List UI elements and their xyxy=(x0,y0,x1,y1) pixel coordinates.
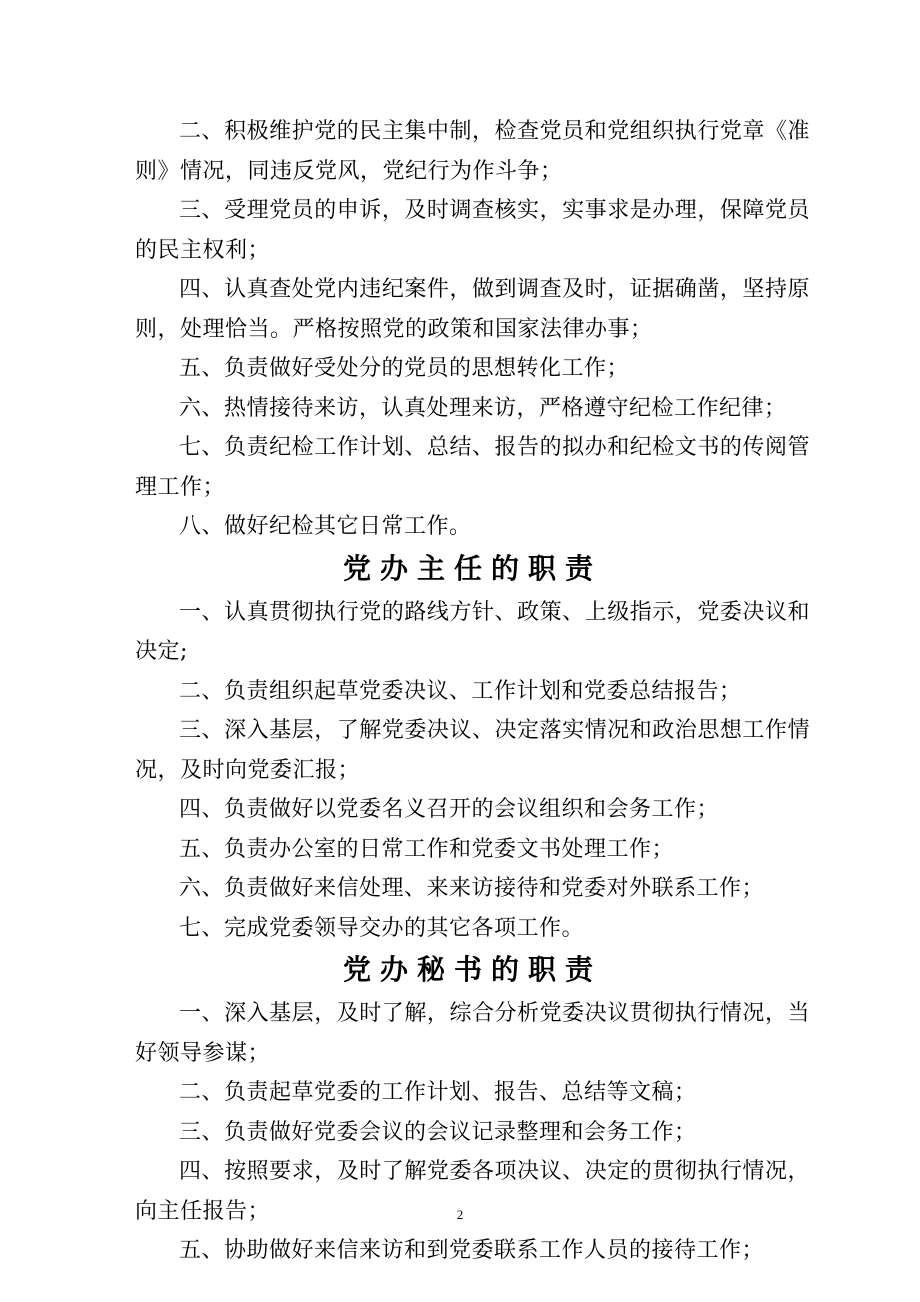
page-content xyxy=(135,112,810,1271)
section-discipline-duties xyxy=(135,112,810,547)
page-number: 2 xyxy=(456,1207,464,1222)
paragraph: 三、负责做好党委会议的会议记录整理和会务工作； xyxy=(179,1119,697,1145)
paragraph: 七、负责纪检工作计划、总结、报告的拟办和纪检文书的传阅管理工作； xyxy=(135,435,810,500)
paragraph: 二、积极维护党的民主集中制，检查党员和党组织执行党章《准则》情况，同违反党风，党纪行为作斗争； xyxy=(135,119,810,184)
paragraph: 四、按照要求，及时了解党委各项决议、决定的贯彻执行情况，向主任报告； xyxy=(135,1159,810,1224)
paragraph: 二、负责起草党委的工作计划、报告、总结等文稿； xyxy=(179,1080,697,1105)
section-title: 党办主任的职责 xyxy=(342,551,602,585)
section-office-director-duties xyxy=(135,547,810,949)
paragraph: 五、负责办公室的日常工作和党委文书处理工作； xyxy=(179,836,675,862)
paragraph: 五、协助做好来信来访和到党委联系工作人员的接待工作； xyxy=(179,1238,765,1263)
paragraph: 一、深入基层，及时了解，综合分析党委决议贯彻执行情况，当好领导参谋； xyxy=(135,1001,810,1066)
paragraph: 五、负责做好受处分的党员的思想转化工作； xyxy=(179,356,630,381)
paragraph: 二、负责组织起草党委决议、工作计划和党委总结报告； xyxy=(179,678,742,704)
paragraph: 八、做好纪检其它日常工作。 xyxy=(179,514,472,539)
section-title: 党办秘书的职责 xyxy=(342,953,602,986)
paragraph: 一、认真贯彻执行党的路线方针、政策、上级指示，党委决议和决定; xyxy=(135,599,810,664)
paragraph: 四、认真查处党内违纪案件，做到调查及时，证据确凿，坚持原则，处理恰当。严格按照党的政策和国家法律办事； xyxy=(135,277,810,342)
paragraph: 六、热情接待来访，认真处理来访，严格遵守纪检工作纪律； xyxy=(179,395,787,421)
paragraph: 三、深入基层，了解党委决议、决定落实情况和政治思想工作情况，及时向党委汇报； xyxy=(135,718,810,783)
paragraph: 三、受理党员的申诉，及时调查核实，实事求是办理，保障党员的民主权利； xyxy=(135,198,810,263)
paragraph: 六、负责做好来信处理、来来访接待和党委对外联系工作； xyxy=(179,876,765,901)
paragraph: 七、完成党委领导交办的其它各项工作。 xyxy=(179,915,585,941)
paragraph: 四、负责做好以党委名义召开的会议组织和会务工作； xyxy=(179,797,720,822)
